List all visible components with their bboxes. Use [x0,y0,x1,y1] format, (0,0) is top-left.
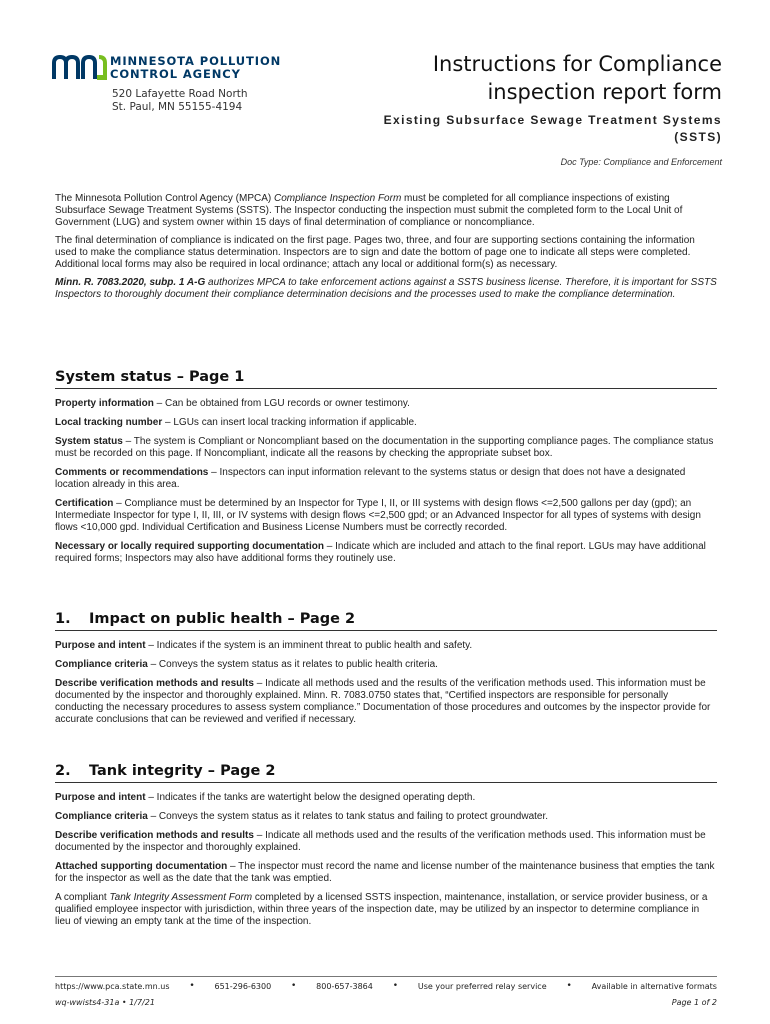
item-text: – Indicates if the tanks are watertight below the designed operating depth. [145,792,476,803]
rule-citation: Minn. R. 7083.2020, subp. 1 A-G [55,277,206,288]
system-status-body [55,398,717,572]
intro-p3-text: authorizes MPCA to take enforcement actions against a SSTS business license. Therefore, it is important for SSTS Inspectors to thoroughly document their compliance determination decisions and the processes used to make the compliance determination. [55,277,717,300]
closing-form-name: Tank Integrity Assessment Form [109,892,253,903]
list-item [55,811,717,823]
footer-separator: • [189,981,195,991]
item-text: – Indicate all methods used and the results of the verification methods used. This information must be documented by the inspector and thoroughly explained. Minn. R. 7083.0750 states that, “Certified inspectors are responsible for personally conducting the necessary procedures to assess system compliance.” Documentation of those procedures and outcomes by the inspector provide for accurate conclusions that can be reviewed and verified if necessary. [55,678,711,725]
footer-relay: Use your preferred relay service [417,981,547,991]
closing-text-b: completed by a licensed SSTS inspection, maintenance, installation, or service provider business, or a qualified employee inspector with jurisdiction, within three years of the inspection date, may be utilized by an inspector to determine compliance in lieu of viewing an empty tank at the time of the inspection. [55,892,708,927]
footer-meta-row [55,998,717,1007]
list-item [55,467,717,491]
agency-name-line1: MINNESOTA POLLUTION [110,54,282,68]
footer-separator: • [392,981,398,991]
item-text: – Conveys the system status as it relates to public health criteria. [147,659,438,670]
list-item [55,640,717,652]
footer-separator: • [566,981,572,991]
tank-integrity-body [55,792,717,935]
item-term: Purpose and intent [55,792,146,803]
intro-paragraph-1 [55,193,717,229]
list-item [55,678,717,726]
item-text: – The inspector must record the name and license number of the maintenance business that empties the tank for the inspector as well as the date that the tank was emptied. [55,861,715,884]
list-item [55,436,717,460]
footer-phone-2: 800-657-3864 [316,981,373,991]
item-text: – The system is Compliant or Noncompliant based on the documentation in the supporting compliance pages. The compliance status must be recorded on this page. If Noncompliant, indicate all the reasons by checking the appropriate subset box. [55,436,714,459]
section-heading-text: Tank integrity – Page 2 [89,763,276,779]
item-text: – LGUs can insert local tracking information if applicable. [162,417,417,428]
section-number: 1. [55,611,71,627]
intro-p1-form-name: Compliance Inspection Form [274,193,402,204]
item-term: Describe verification methods and results [55,678,254,689]
agency-name [110,55,350,80]
agency-name-line2: CONTROL AGENCY [110,66,241,81]
item-term: Property information [55,398,154,409]
item-term: Certification [55,498,114,509]
list-item [55,792,717,804]
section-number: 2. [55,763,71,779]
footer-alt-formats: Available in alternative formats [591,981,717,991]
address-street: 520 Lafayette Road North [112,88,248,100]
footer-doc-id: wq-wwists4-31a • 1/7/21 [55,998,155,1007]
list-item [55,861,717,885]
item-text: – Conveys the system status as it relates to tank status and failing to protect groundwater. [147,811,549,822]
item-text: – Indicate which are included and attach to the final report. LGUs may have additional required forms; Inspectors may also have additional forms they routinely use. [55,541,706,564]
subtitle-line1: Existing Subsurface Sewage Treatment Systems [383,113,722,127]
section-heading-system-status [55,368,717,389]
closing-paragraph [55,892,717,928]
section-heading-tank-integrity [55,762,717,783]
page-title [362,50,722,106]
item-text: – Indicates if the system is an imminent threat to public health and safety. [145,640,473,651]
closing-text-a: A compliant [55,892,110,903]
list-item [55,498,717,534]
list-item [55,398,717,410]
list-item [55,659,717,671]
doc-type: Doc Type: Compliance and Enforcement [560,157,722,167]
intro-paragraph-3 [55,277,717,301]
item-term: Necessary or locally required supporting documentation [55,541,324,552]
footer-separator: • [291,981,297,991]
list-item [55,830,717,854]
item-term: System status [55,436,123,447]
intro-paragraph-2: The final determination of compliance is indicated on the first page. Pages two, three, and four are supporting sections containing the information used to make the compliance status determination. Inspectors are to sign and date the bottom of page one to indicate all steps were completed. Additional local forms may also be required in local ordinance; attach any local or additional form(s) as necessary. [55,235,695,270]
item-term: Compliance criteria [55,811,148,822]
list-item [55,541,717,565]
item-term: Purpose and intent [55,640,146,651]
item-text: – Indicate all methods used and the results of the verification methods used. This information must be documented by the inspector and thoroughly explained. [55,830,706,853]
intro-section [55,193,717,307]
page-subtitle [302,112,722,146]
intro-p1-text-b: must be completed for all compliance inspections of existing Subsurface Sewage Treatment Systems (SSTS). The Inspector conducting the inspection must submit the completed form to the Local Unit of Government (LUG) and system owner within 15 days of final determination of compliance or noncompliance. [55,193,683,228]
public-health-body [55,640,717,733]
system-status-heading-text: System status – Page 1 [55,369,245,385]
item-term: Compliance criteria [55,659,148,670]
agency-address [112,88,248,114]
page-footer [55,976,717,1007]
title-line1: Instructions for Compliance [432,52,722,76]
item-term: Describe verification methods and results [55,830,254,841]
footer-contact-row [55,981,717,991]
item-term: Comments or recommendations [55,467,209,478]
item-term: Attached supporting documentation [55,861,228,872]
footer-page-number: Page 1 of 2 [671,998,717,1007]
footer-phone-1: 651-296-6300 [214,981,272,991]
section-heading-text: Impact on public health – Page 2 [89,611,356,627]
item-text: – Can be obtained from LGU records or owner testimony. [153,398,410,409]
title-line2: inspection report form [487,80,722,104]
item-term: Local tracking number [55,417,163,428]
section-heading-public-health [55,610,717,631]
intro-p1-text-a: The Minnesota Pollution Control Agency (MPCA) [55,193,274,204]
item-text: – Inspectors can input information relevant to the systems status or design that does not have a designated location already in this area. [55,467,686,490]
footer-website-link[interactable]: https://www.pca.state.mn.us [55,981,170,991]
list-item [55,417,717,429]
address-city: St. Paul, MN 55155-4194 [112,101,243,113]
subtitle-line2: (SSTS) [674,130,722,144]
item-text: – Compliance must be determined by an Inspector for Type I, II, or III systems with design flows <=2,500 gallons per day (gpd); an Intermediate Inspector for type I, II, III, or IV systems with design flows <=2,500 gpd; or an Advanced Inspector for all types of systems with design flows <10,000 gpd. Individual Certification and Business License Numbers must be correctly recorded. [55,498,701,533]
mpca-logo-mark-icon [52,54,108,80]
